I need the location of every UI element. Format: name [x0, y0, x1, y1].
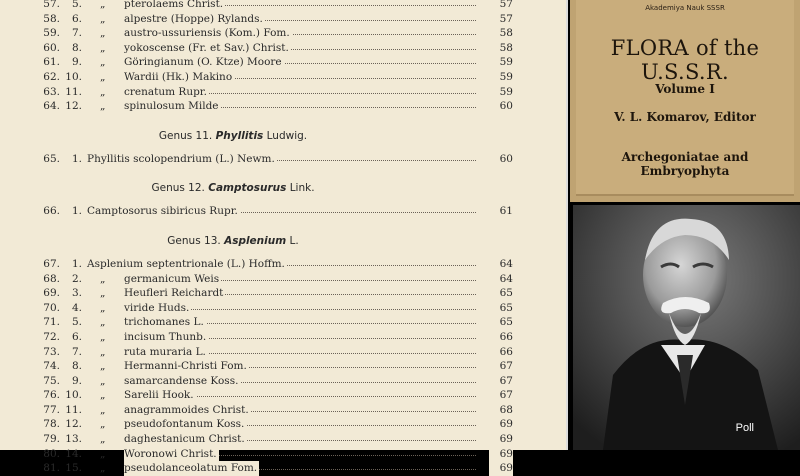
entry-name: Sarelii Hook. [124, 389, 194, 402]
entry-page-number: 68 [489, 403, 513, 418]
genus-12-rows [0, 204, 566, 219]
entry-number: 72. [43, 330, 60, 343]
entry-number: 77. [43, 403, 60, 416]
index-entry [0, 0, 566, 12]
genus-11-name: Phyllitis [215, 129, 264, 142]
portrait-illustration [573, 205, 800, 450]
entry-ditto-mark: „ [100, 403, 106, 416]
entry-name: pseudolanceolatum Fom. [124, 462, 258, 475]
entry-ditto-mark: „ [100, 447, 106, 460]
entry-ditto-mark: „ [100, 418, 106, 431]
genus-12-heading [0, 176, 566, 198]
index-entry [0, 257, 566, 272]
photo-credit: Poll [735, 422, 754, 434]
index-entry [0, 99, 566, 114]
entry-page-number: 65 [489, 301, 513, 316]
entry-name: crenatum Rupr. [124, 85, 208, 98]
entry-subnumber: 9. [71, 56, 82, 69]
entry-subnumber: 15. [65, 462, 82, 475]
entry-page-number: 64 [489, 257, 513, 272]
entry-name: Wardii (Hk.) Makino [124, 70, 233, 83]
entry-ditto-mark: „ [100, 301, 106, 314]
entry-subnumber: 11. [65, 85, 82, 98]
index-entry [0, 85, 566, 100]
entry-name: spinulosum Milde [124, 100, 219, 113]
entry-ditto-mark: „ [100, 330, 106, 343]
index-entry [0, 403, 566, 418]
entry-number: 74. [43, 360, 60, 373]
entry-number: 70. [43, 301, 60, 314]
entry-number: 65. [43, 152, 60, 165]
index-entry [0, 70, 566, 85]
entry-name: Göringianum (O. Ktze) Moore [124, 56, 282, 69]
entry-name: pterolaems Christ. [124, 0, 225, 12]
entry-subnumber: 5. [71, 0, 82, 10]
entry-page-number: 69 [489, 461, 513, 476]
entry-ditto-mark: „ [100, 0, 106, 10]
entry-page-number: 69 [489, 447, 513, 462]
entry-page-number: 61 [489, 204, 513, 219]
index-entry [0, 152, 566, 167]
entry-subnumber: 9. [71, 374, 82, 387]
genus-11-prefix: Genus 11. [158, 129, 213, 142]
index-entry [0, 432, 566, 447]
entry-name: viride Huds. [124, 301, 190, 314]
entry-subnumber: 6. [71, 12, 82, 25]
entry-ditto-mark: „ [100, 85, 106, 98]
index-entry [0, 374, 566, 389]
entry-page-number: 65 [489, 286, 513, 301]
index-entry [0, 461, 566, 476]
entry-ditto-mark: „ [100, 345, 106, 358]
entry-number: 59. [43, 27, 60, 40]
index-entry [0, 301, 566, 316]
entry-name: Hermanni-Christi Fom. [124, 360, 247, 373]
entry-page-number: 67 [489, 374, 513, 389]
entry-name: alpestre (Hoppe) Rylands. [124, 12, 263, 25]
genus-12-name: Camptosurus [208, 182, 287, 195]
entry-subnumber: 1. [71, 257, 82, 270]
entry-number: 62. [43, 70, 60, 83]
genus-12-author: Link. [289, 182, 315, 195]
entry-page-number: 58 [489, 26, 513, 41]
entry-ditto-mark: „ [100, 287, 106, 300]
entry-subnumber: 3. [71, 287, 82, 300]
genus-11-heading [0, 124, 566, 146]
entry-number: 63. [43, 85, 60, 98]
entry-subnumber: 8. [71, 360, 82, 373]
entry-name: Asplenium septentrionale (L.) Hoffm. [87, 257, 285, 270]
entry-subnumber: 12. [65, 100, 82, 113]
entry-number: 67. [43, 257, 60, 270]
entry-ditto-mark: „ [100, 433, 106, 446]
index-rows-top [0, 0, 566, 114]
entry-name: germanicum Weis [124, 272, 220, 285]
index-entry [0, 388, 566, 403]
entry-number: 80. [43, 447, 60, 460]
cover-volume: Volume I [655, 82, 715, 96]
entry-name: austro-ussuriensis (Kom.) Fom. [124, 27, 290, 40]
entry-subnumber: 7. [71, 27, 82, 40]
entry-page-number: 59 [489, 85, 513, 100]
entry-name: Camptosorus sibiricus Rupr. [87, 205, 238, 218]
entry-number: 69. [43, 287, 60, 300]
entry-name: samarcandense Koss. [124, 374, 239, 387]
entry-page-number: 66 [489, 345, 513, 360]
entry-number: 71. [43, 316, 60, 329]
entry-subnumber: 7. [71, 345, 82, 358]
index-entry [0, 330, 566, 345]
entry-name: Heufleri Reichardt [124, 287, 224, 300]
entry-subnumber: 10. [65, 70, 82, 83]
entry-name: pseudofontanum Koss. [124, 418, 245, 431]
entry-ditto-mark: „ [100, 27, 106, 40]
genus-13-name: Asplenium [224, 234, 287, 247]
genus-12-prefix: Genus 12. [151, 182, 205, 195]
entry-subnumber: 13. [65, 433, 82, 446]
index-entry [0, 315, 566, 330]
entry-number: 57. [43, 0, 60, 10]
index-entry [0, 417, 566, 432]
entry-subnumber: 1. [71, 152, 82, 165]
entry-number: 76. [43, 389, 60, 402]
genus-13-author: L. [289, 234, 299, 247]
entry-ditto-mark: „ [100, 56, 106, 69]
entry-page-number: 57 [489, 12, 513, 27]
entry-number: 66. [43, 205, 60, 218]
entry-number: 68. [43, 272, 60, 285]
entry-number: 81. [43, 462, 60, 475]
entry-ditto-mark: „ [100, 316, 106, 329]
index-entry [0, 26, 566, 41]
entry-ditto-mark: „ [100, 41, 106, 54]
entry-name: anagrammoides Christ. [124, 403, 249, 416]
entry-name: daghestanicum Christ. [124, 433, 245, 446]
entry-page-number: 66 [489, 330, 513, 345]
book-cover [570, 0, 800, 202]
cover-editor: V. L. Komarov, Editor [614, 110, 756, 124]
index-entry [0, 41, 566, 56]
entry-page-number: 69 [489, 417, 513, 432]
entry-number: 79. [43, 433, 60, 446]
entry-number: 64. [43, 100, 60, 113]
entry-ditto-mark: „ [100, 70, 106, 83]
entry-name: Phyllitis scolopendrium (L.) Newm. [87, 152, 275, 165]
entry-page-number: 59 [489, 70, 513, 85]
entry-page-number: 67 [489, 388, 513, 403]
entry-subnumber: 14. [65, 447, 82, 460]
entry-page-number: 59 [489, 55, 513, 70]
entry-number: 61. [43, 56, 60, 69]
index-entry [0, 345, 566, 360]
cover-publisher: Akademiya Nauk SSSR [645, 4, 725, 12]
entry-ditto-mark: „ [100, 462, 106, 475]
portrait-photo [573, 205, 800, 450]
entry-page-number: 57 [489, 0, 513, 12]
entry-subnumber: 4. [71, 301, 82, 314]
genus-11-author: Ludwig. [266, 129, 308, 142]
genus-13-heading [0, 229, 566, 251]
entry-name: Woronowi Christ. [124, 447, 217, 460]
entry-ditto-mark: „ [100, 100, 106, 113]
cover-title: FLORA of the U.S.S.R. [610, 36, 760, 84]
entry-ditto-mark: „ [100, 12, 106, 25]
entry-page-number: 67 [489, 359, 513, 374]
index-entry [0, 204, 566, 219]
entry-subnumber: 11. [65, 403, 82, 416]
index-entry [0, 286, 566, 301]
entry-number: 58. [43, 12, 60, 25]
entry-page-number: 64 [489, 272, 513, 287]
entry-subnumber: 12. [65, 418, 82, 431]
entry-page-number: 60 [489, 99, 513, 114]
entry-ditto-mark: „ [100, 360, 106, 373]
entry-page-number: 69 [489, 432, 513, 447]
entry-subnumber: 6. [71, 330, 82, 343]
genus-13-prefix: Genus 13. [167, 234, 221, 247]
entry-subnumber: 1. [71, 205, 82, 218]
entry-number: 73. [43, 345, 60, 358]
entry-ditto-mark: „ [100, 272, 106, 285]
entry-ditto-mark: „ [100, 374, 106, 387]
index-entry [0, 272, 566, 287]
index-entry [0, 359, 566, 374]
entry-page-number: 58 [489, 41, 513, 56]
entry-subnumber: 5. [71, 316, 82, 329]
entry-number: 75. [43, 374, 60, 387]
entry-number: 60. [43, 41, 60, 54]
entry-name: trichomanes L. [124, 316, 204, 329]
index-entry [0, 55, 566, 70]
genus-11-rows [0, 152, 566, 167]
entry-name: incisum Thunb. [124, 330, 207, 343]
cover-subtitle: Archegoniatae and Embryophyta [621, 150, 749, 178]
entry-subnumber: 10. [65, 389, 82, 402]
entry-subnumber: 8. [71, 41, 82, 54]
index-entry [0, 12, 566, 27]
index-entry [0, 447, 566, 462]
entry-name: yokoscense (Fr. et Sav.) Christ. [124, 41, 289, 54]
genus-13-rows [0, 257, 566, 476]
entry-number: 78. [43, 418, 60, 431]
entry-subnumber: 2. [71, 272, 82, 285]
entry-name: ruta muraria L. [124, 345, 206, 358]
entry-page-number: 60 [489, 152, 513, 167]
book-cover-face [576, 0, 794, 196]
entry-page-number: 65 [489, 315, 513, 330]
entry-ditto-mark: „ [100, 389, 106, 402]
